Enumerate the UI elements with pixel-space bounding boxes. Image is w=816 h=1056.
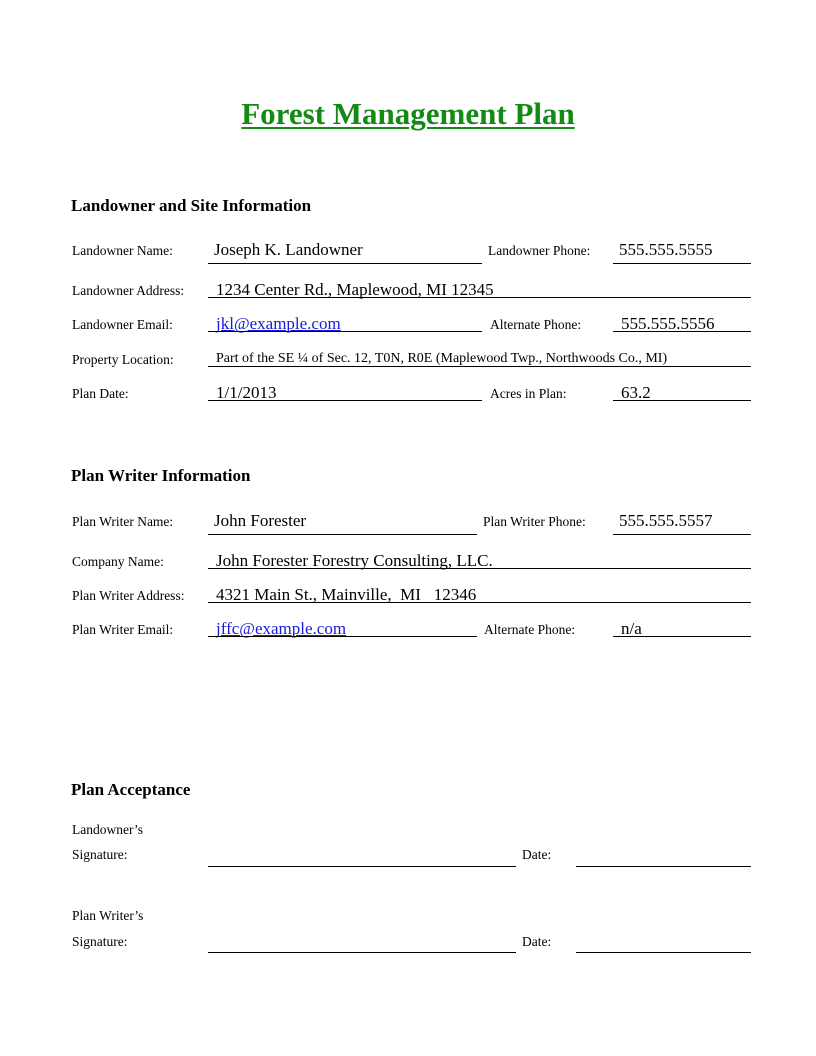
- landowner-email-link[interactable]: jkl@example.com: [216, 314, 341, 333]
- acceptance-section-heading: Plan Acceptance: [71, 780, 191, 799]
- writer-alt-phone-label: Alternate Phone:: [484, 622, 576, 637]
- writer-section-heading: Plan Writer Information: [71, 466, 251, 485]
- writer-email-link[interactable]: jffc@example.com: [216, 619, 347, 638]
- landowner-phone-label: Landowner Phone:: [488, 243, 591, 258]
- writer-phone-value[interactable]: 555.555.5557: [619, 511, 713, 530]
- writer-name-label: Plan Writer Name:: [72, 514, 174, 529]
- writer-alt-phone-value[interactable]: n/a: [621, 619, 642, 638]
- landowner-signature-line[interactable]: [208, 866, 516, 867]
- property-location-label: Property Location:: [72, 352, 174, 367]
- page-title: Forest Management Plan: [241, 96, 575, 131]
- property-location-value[interactable]: Part of the SE ¼ of Sec. 12, T0N, R0E (Maplewood Twp., Northwoods Co., MI): [216, 351, 668, 366]
- landowner-name-value[interactable]: Joseph K. Landowner: [214, 240, 363, 259]
- writer-email-label: Plan Writer Email:: [72, 622, 174, 637]
- writer-phone-label: Plan Writer Phone:: [483, 514, 586, 529]
- landowner-email-underline: [208, 331, 482, 332]
- landowner-signature-label-line1: Landowner’s: [72, 822, 143, 837]
- acres-label: Acres in Plan:: [490, 386, 567, 401]
- acres-underline: [613, 400, 751, 401]
- landowner-date-line[interactable]: [576, 866, 751, 867]
- writer-signature-label-line2: Signature:: [72, 934, 128, 949]
- company-name-value[interactable]: John Forester Forestry Consulting, LLC.: [216, 551, 493, 570]
- writer-name-value[interactable]: John Forester: [214, 511, 307, 530]
- landowner-alt-phone-label: Alternate Phone:: [490, 317, 582, 332]
- writer-phone-underline: [613, 534, 751, 535]
- landowner-name-underline: [208, 263, 482, 264]
- company-name-label: Company Name:: [72, 554, 164, 569]
- writer-address-value[interactable]: 4321 Main St., Mainville, MI 12346: [216, 585, 477, 604]
- writer-date-label: Date:: [522, 934, 552, 949]
- acres-value[interactable]: 63.2: [621, 383, 651, 402]
- writer-date-line[interactable]: [576, 952, 751, 953]
- landowner-address-label: Landowner Address:: [72, 283, 185, 298]
- writer-email-underline: [208, 636, 477, 637]
- writer-signature-label-line1: Plan Writer’s: [72, 908, 144, 923]
- landowner-phone-underline: [613, 263, 751, 264]
- writer-address-underline: [208, 602, 751, 603]
- landowner-address-value[interactable]: 1234 Center Rd., Maplewood, MI 12345: [216, 280, 494, 299]
- landowner-email-label: Landowner Email:: [72, 317, 173, 332]
- landowner-signature-label-line2: Signature:: [72, 847, 128, 862]
- writer-address-label: Plan Writer Address:: [72, 588, 185, 603]
- landowner-address-underline: [208, 297, 751, 298]
- landowner-date-label: Date:: [522, 847, 552, 862]
- landowner-name-label: Landowner Name:: [72, 243, 173, 258]
- landowner-phone-value[interactable]: 555.555.5555: [619, 240, 713, 259]
- landowner-alt-phone-value[interactable]: 555.555.5556: [621, 314, 715, 333]
- plan-date-label: Plan Date:: [72, 386, 129, 401]
- writer-name-underline: [208, 534, 477, 535]
- plan-date-value[interactable]: 1/1/2013: [216, 383, 277, 402]
- landowner-section-heading: Landowner and Site Information: [71, 196, 312, 215]
- landowner-alt-phone-underline: [613, 331, 751, 332]
- company-name-underline: [208, 568, 751, 569]
- plan-date-underline: [208, 400, 482, 401]
- property-location-underline: [208, 366, 751, 367]
- writer-signature-line[interactable]: [208, 952, 516, 953]
- writer-alt-phone-underline: [613, 636, 751, 637]
